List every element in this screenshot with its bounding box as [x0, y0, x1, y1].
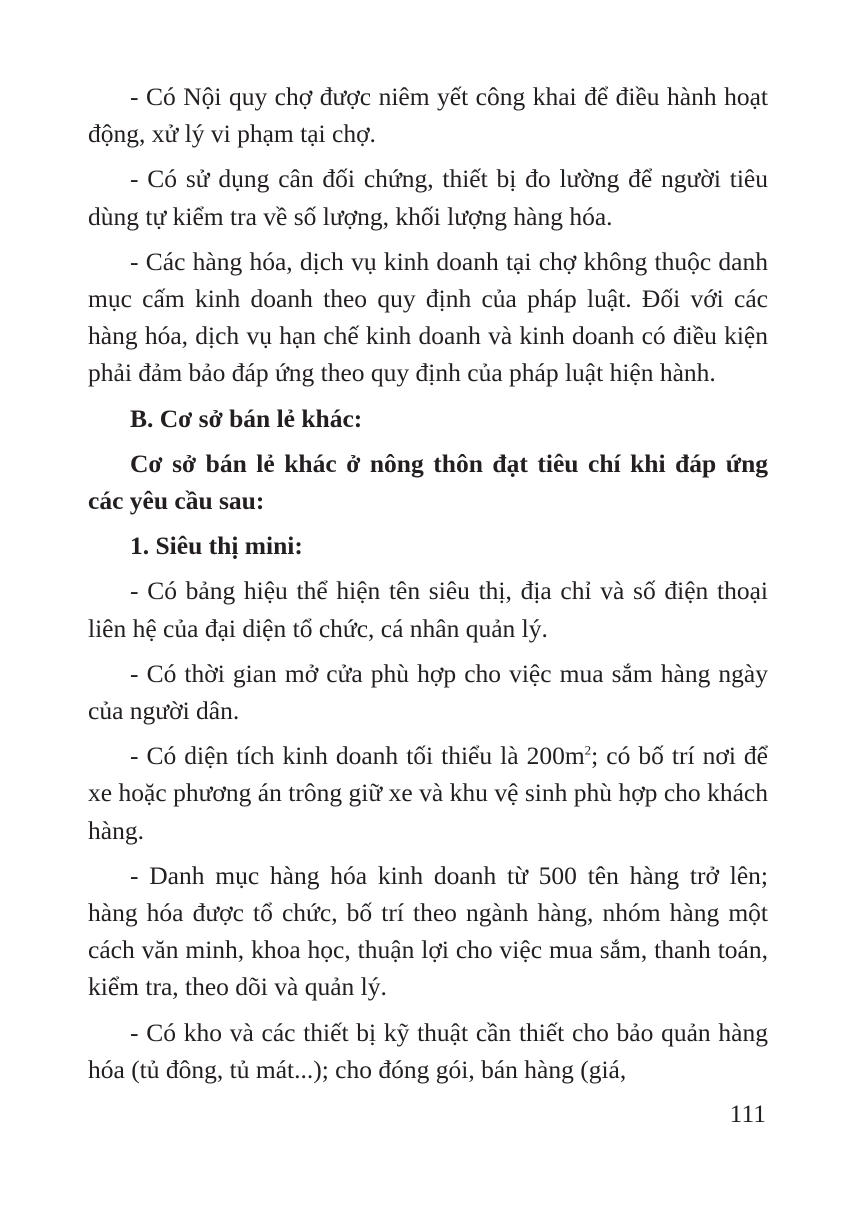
area-text-before: - Có diện tích kinh doanh tối thiểu là 200m — [130, 741, 585, 771]
paragraph-opening-hours: - Có thời gian mở cửa phù hợp cho việc mua sắm hàng ngày của người dân. — [88, 658, 768, 726]
area-superscript: 2 — [584, 742, 592, 758]
page-number: 111 — [729, 1099, 766, 1128]
section-intro-requirements: Cơ sở bán lẻ khác ở nông thôn đạt tiêu chí khi đáp ứng các yêu cầu sau: — [88, 448, 768, 516]
paragraph-warehouse-equipment: - Có kho và các thiết bị kỹ thuật cần thiết cho bảo quản hàng hóa (tủ đông, tủ mát...); cho đóng gói, bán hàng (giá, — [88, 1017, 768, 1084]
paragraph-market-rules: - Có Nội quy chợ được niêm yết công khai để điều hành hoạt động, xử lý vi phạm tại chợ. — [88, 82, 768, 149]
paragraph-control-scales: - Có sử dụng cân đối chứng, thiết bị đo lường để người tiêu dùng tự kiểm tra về số lượng, khối lượng hàng hóa. — [88, 164, 768, 231]
paragraph-goods-catalog: - Danh mục hàng hóa kinh doanh từ 500 tên hàng trở lên; hàng hóa được tổ chức, bố trí theo ngành hàng, nhóm hàng một cách văn minh, khoa học, thuận lợi cho việc mua sắm, thanh toán, kiểm tra, theo dõi và quản lý. — [88, 860, 768, 1002]
area-text-after: ; có bố trí nơi để xe hoặc phương án trông giữ xe và khu vệ sinh phù hợp cho khách hàng. — [88, 741, 768, 845]
paragraph-signboard: - Có bảng hiệu thể hiện tên siêu thị, địa chỉ và số điện thoại liên hệ của đại diện tổ chức, cá nhân quản lý. — [88, 576, 768, 643]
section-heading-other-retail: B. Cơ sở bán lẻ khác: — [130, 403, 363, 433]
document-page — [88, 78, 768, 1096]
subsection-heading-mini-supermarket: 1. Siêu thị mini: — [130, 531, 303, 561]
paragraph-business-area — [88, 737, 768, 849]
paragraph-goods-services: - Các hàng hóa, dịch vụ kinh doanh tại chợ không thuộc danh mục cấm kinh doanh theo quy định của pháp luật. Đối với các hàng hóa, dịch vụ hạn chế kinh doanh và kinh doanh có điều kiện phải đảm bảo đáp ứng theo quy định của pháp luật hiện hành. — [88, 246, 768, 388]
